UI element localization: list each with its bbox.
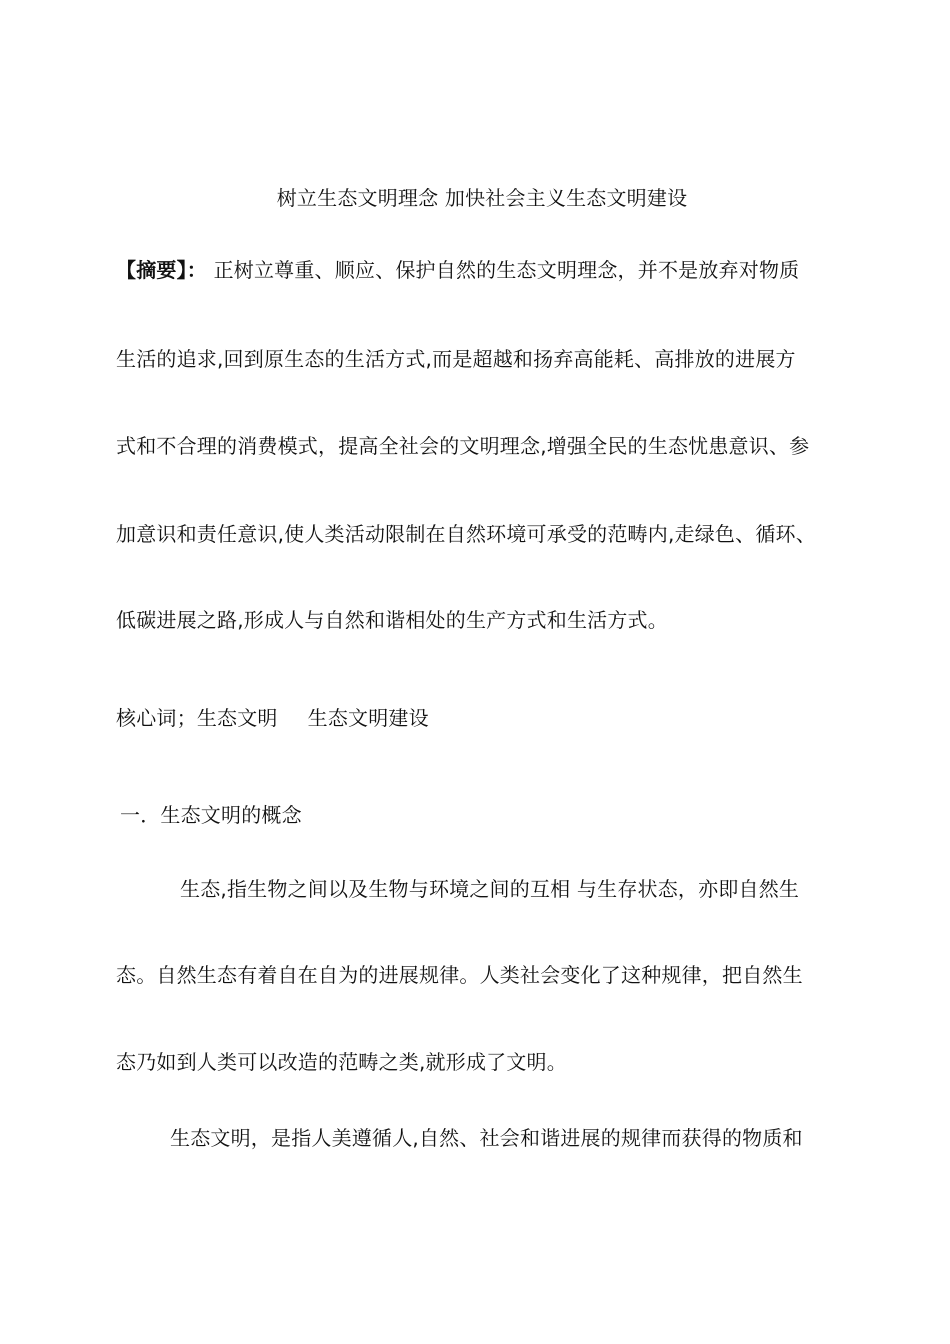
paragraph-1-line-1: 生态,指生物之间以及生物与环境之间的互相 与生存状态，亦即自然生 <box>180 877 800 901</box>
keyword-item: 生态文明建设 <box>307 706 429 730</box>
paragraph-1-line-2: 态。自然生态有着自在自为的进展规律。人类社会变化了这种规律，把自然生 <box>116 963 803 987</box>
abstract-line-5: 低碳进展之路,形成人与自然和谐相处的生产方式和生活方式。 <box>116 608 668 632</box>
section-heading: 一．生态文明的概念 <box>120 803 302 827</box>
paragraph-2-line-1: 生态文明，是指人美遵循人,自然、社会和谐进展的规律而获得的物质和 <box>170 1126 803 1150</box>
keyword-item: 生态文明 <box>196 706 278 730</box>
keywords-line <box>116 704 429 732</box>
abstract-line-2: 生活的追求,回到原生态的生活方式,而是超越和扬弃高能耗、高排放的进展方 <box>116 347 796 371</box>
document-title: 树立生态文明理念 加快社会主义生态文明建设 <box>276 186 688 210</box>
paragraph-1-line-3: 态乃如到人类可以改造的范畴之类,就形成了文明。 <box>116 1050 567 1074</box>
abstract-line-3: 式和不合理的消费模式，提高全社会的文明理念,增强全民的生态忧患意识、参 <box>116 434 810 458</box>
abstract-text: 正树立尊重、顺应、保护自然的生态文明理念，并不是放弃对物质 <box>213 258 800 282</box>
keywords-label: 核心词； <box>116 706 197 730</box>
abstract-line-1 <box>116 256 799 284</box>
abstract-line-4: 加意识和责任意识,使人类活动限制在自然环境可承受的范畴内,走绿色、循环、 <box>116 522 816 546</box>
abstract-label: 【摘要】： <box>116 258 207 282</box>
